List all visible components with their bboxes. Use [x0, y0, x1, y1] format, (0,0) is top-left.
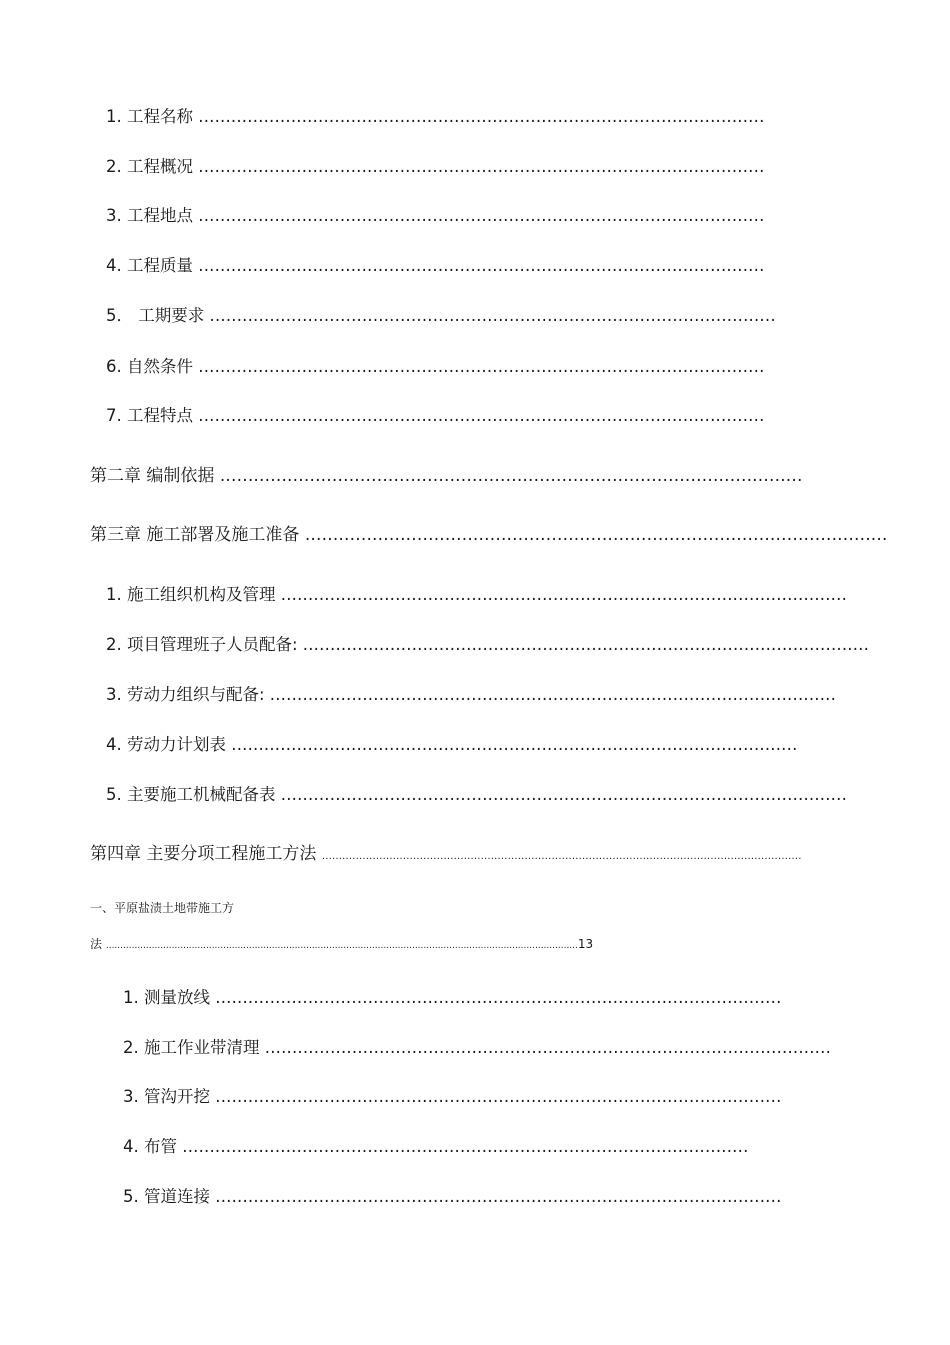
toc-entry-label: 1. 测量放线	[123, 988, 210, 1007]
toc-leader-dots: ........................................................................................................	[280, 585, 848, 604]
toc-entry-label: 2. 工程概况	[106, 157, 193, 176]
toc-leader-dots: ........................................................................................................	[215, 988, 782, 1007]
toc-leader-dots: ........................................................................................................	[198, 107, 765, 126]
toc-entry-label: 5. 管道连接	[123, 1187, 210, 1206]
toc-entry-project-overview[interactable]	[106, 157, 765, 176]
toc-chapter-4[interactable]	[90, 844, 802, 864]
toc-leader-dots: ........................................................................................................	[198, 206, 765, 225]
toc-leader-dots: ........................................................................................................	[215, 1187, 782, 1206]
toc-entry-project-quality[interactable]	[106, 256, 765, 275]
toc-leader-dots: ........................................................................................................	[198, 357, 765, 376]
toc-leader-dots: ..............................................................................................................................................	[321, 851, 802, 862]
toc-entry-project-name[interactable]	[106, 107, 765, 126]
toc-entry-label: 4. 劳动力计划表	[106, 735, 226, 754]
toc-entry-right-of-way-clearing[interactable]	[123, 1038, 832, 1057]
toc-chapter-label: 第三章 施工部署及施工准备	[90, 525, 300, 545]
toc-entry-label: 1. 施工组织机构及管理	[106, 585, 276, 604]
toc-entry-label: 4. 布管	[123, 1137, 177, 1156]
toc-leader-dots: ........................................................................................................	[264, 1038, 832, 1057]
toc-entry-label: 5. 主要施工机械配备表	[106, 785, 276, 804]
toc-entry-label: 5． 工期要求	[106, 306, 205, 325]
toc-entry-trench-excavation[interactable]	[123, 1087, 782, 1106]
toc-leader-dots: ........................................................................................................	[231, 735, 798, 754]
toc-chapter-3[interactable]	[90, 525, 888, 545]
toc-entry-label: 1. 工程名称	[106, 107, 193, 126]
toc-entry-pipe-stringing[interactable]	[123, 1137, 749, 1156]
toc-leader-dots: ........................................................................................................	[209, 306, 776, 325]
toc-entry-label: 6. 自然条件	[106, 357, 193, 376]
toc-entry-label: 3. 劳动力组织与配备:	[106, 685, 265, 704]
toc-subsection-label: 法	[90, 937, 103, 951]
toc-leader-dots: ........................................................................................................	[304, 525, 888, 545]
toc-leader-dots: ........................................................................................................	[182, 1137, 749, 1156]
toc-chapter-label: 第四章 主要分项工程施工方法	[90, 844, 317, 864]
toc-chapter-2[interactable]	[90, 466, 803, 486]
toc-leader-dots: ........................................................................................................	[280, 785, 848, 804]
toc-entry-labor-organization[interactable]	[106, 685, 837, 704]
toc-leader-dots: .....................................................................................................................................................................	[105, 941, 578, 951]
toc-entry-label: 2. 施工作业带清理	[123, 1038, 260, 1057]
toc-leader-dots: ........................................................................................................	[215, 1087, 782, 1106]
toc-entry-machinery-table[interactable]	[106, 785, 848, 804]
toc-entry-management-staffing[interactable]	[106, 635, 870, 654]
toc-entry-project-features[interactable]	[106, 406, 765, 425]
toc-leader-dots: ........................................................................................................	[269, 685, 837, 704]
toc-subsection-1-line2[interactable]	[90, 938, 630, 951]
toc-leader-dots: ........................................................................................................	[198, 157, 765, 176]
toc-leader-dots: ........................................................................................................	[198, 256, 765, 275]
toc-entry-label: 4. 工程质量	[106, 256, 193, 275]
toc-entry-label: 7. 工程特点	[106, 406, 193, 425]
toc-entry-label: 3. 管沟开挖	[123, 1087, 210, 1106]
toc-leader-dots: ........................................................................................................	[198, 406, 765, 425]
toc-entry-natural-conditions[interactable]	[106, 357, 765, 376]
toc-entry-construction-organization[interactable]	[106, 585, 848, 604]
toc-page-number: 13	[577, 937, 594, 951]
toc-leader-dots: ........................................................................................................	[219, 466, 803, 486]
toc-entry-label: 2. 项目管理班子人员配备:	[106, 635, 298, 654]
toc-entry-project-location[interactable]	[106, 206, 765, 225]
toc-entry-labor-plan[interactable]	[106, 735, 798, 754]
toc-leader-dots: ........................................................................................................	[302, 635, 870, 654]
toc-subsection-1-line1[interactable]	[90, 902, 234, 914]
toc-entry-schedule-requirements[interactable]	[106, 306, 776, 325]
toc-subsection-label: 一、平原盐渍土地带施工方	[90, 901, 235, 915]
toc-entry-survey-layout[interactable]	[123, 988, 782, 1007]
toc-entry-label: 3. 工程地点	[106, 206, 193, 225]
toc-chapter-label: 第二章 编制依据	[90, 466, 215, 486]
toc-entry-pipe-connection[interactable]	[123, 1187, 782, 1206]
